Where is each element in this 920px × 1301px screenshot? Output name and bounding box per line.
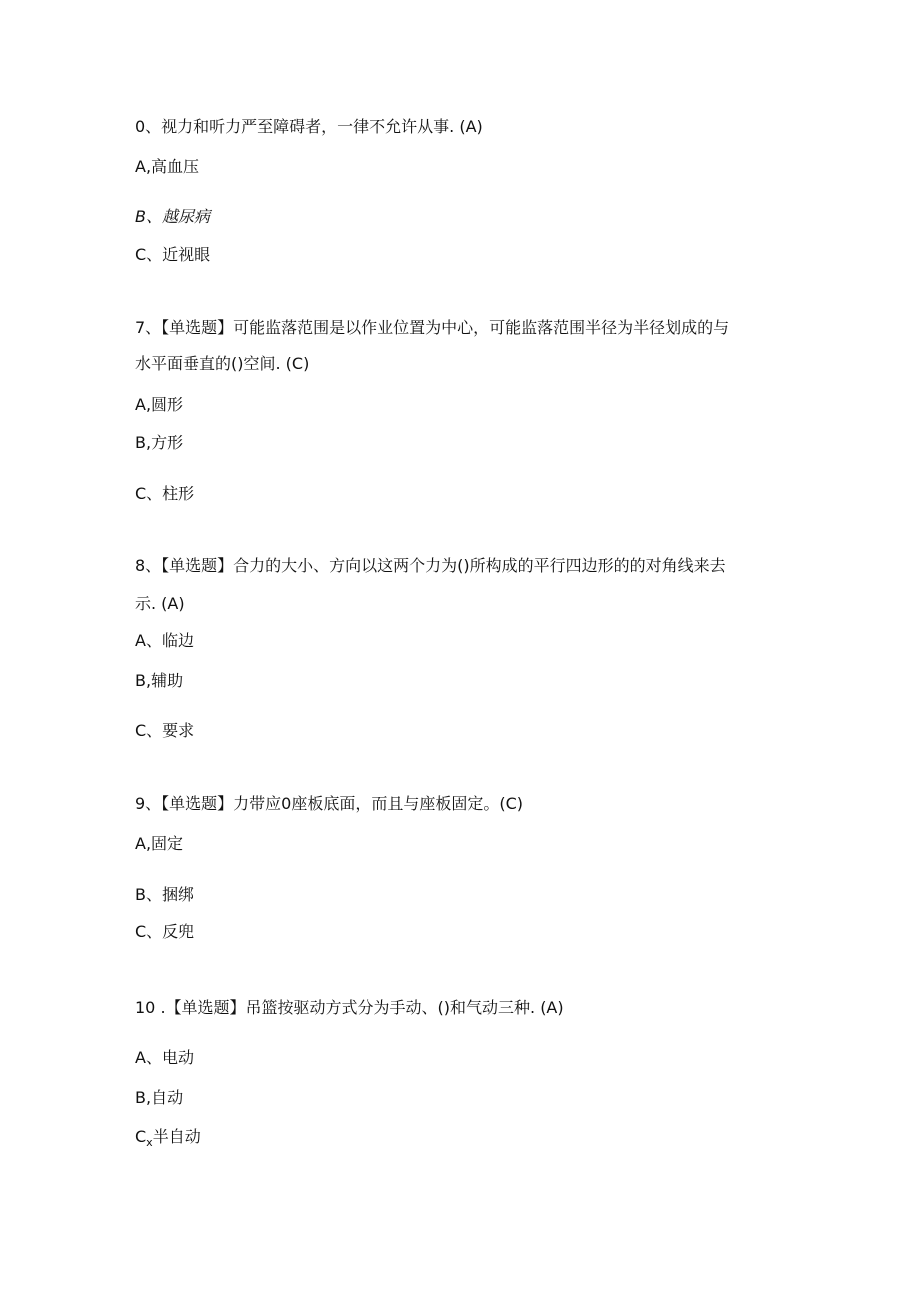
question-7-stem-line-2: 水平面垂直的()空间. (C) — [135, 354, 310, 373]
question-9-option-c: C、反兜 — [135, 922, 195, 941]
question-10-stem: 10 .【单选题】吊篮按驱动方式分为手动、()和气动三种. (A) — [135, 998, 564, 1017]
question-10-option-b: B,自动 — [135, 1088, 184, 1107]
question-9-option-a: A,固定 — [135, 834, 184, 853]
question-8-option-a: A、临边 — [135, 631, 194, 650]
question-8-option-b: B,辅助 — [135, 671, 184, 690]
option-text: 半自动 — [152, 1127, 201, 1146]
question-8-stem-line-1: 8、【单选题】合力的大小、方向以这两个力为()所构成的平行四边形的的对角线来去 — [135, 556, 726, 575]
question-10-option-a: A、电动 — [135, 1048, 194, 1067]
question-7-option-a: A,圆形 — [135, 395, 184, 414]
question-9-option-b: B、捆绑 — [135, 885, 194, 904]
question-0-option-b: B、越尿病 — [135, 207, 210, 226]
question-0-option-a: A,高血压 — [135, 157, 200, 176]
question-8-stem-line-2: 示. (A) — [135, 594, 185, 613]
option-letter: C — [135, 1127, 147, 1146]
question-0-option-c: C、近视眼 — [135, 245, 211, 264]
question-8-option-c: C、要求 — [135, 721, 195, 740]
question-7-option-c: C、柱形 — [135, 484, 195, 503]
question-10-option-c — [135, 1127, 201, 1153]
question-9-stem: 9、【单选题】力带应0座板底面，而且与座板固定。(C) — [135, 794, 524, 813]
option-subscript: x — [146, 1136, 153, 1149]
question-0-stem: 0、视力和听力严至障碍者，一律不允许从事. (A) — [135, 117, 483, 136]
question-7-stem-line-1: 7、【单选题】可能监落范围是以作业位置为中心，可能监落范围半径为半径划成的与 — [135, 318, 730, 337]
question-7-option-b: B,方形 — [135, 433, 184, 452]
